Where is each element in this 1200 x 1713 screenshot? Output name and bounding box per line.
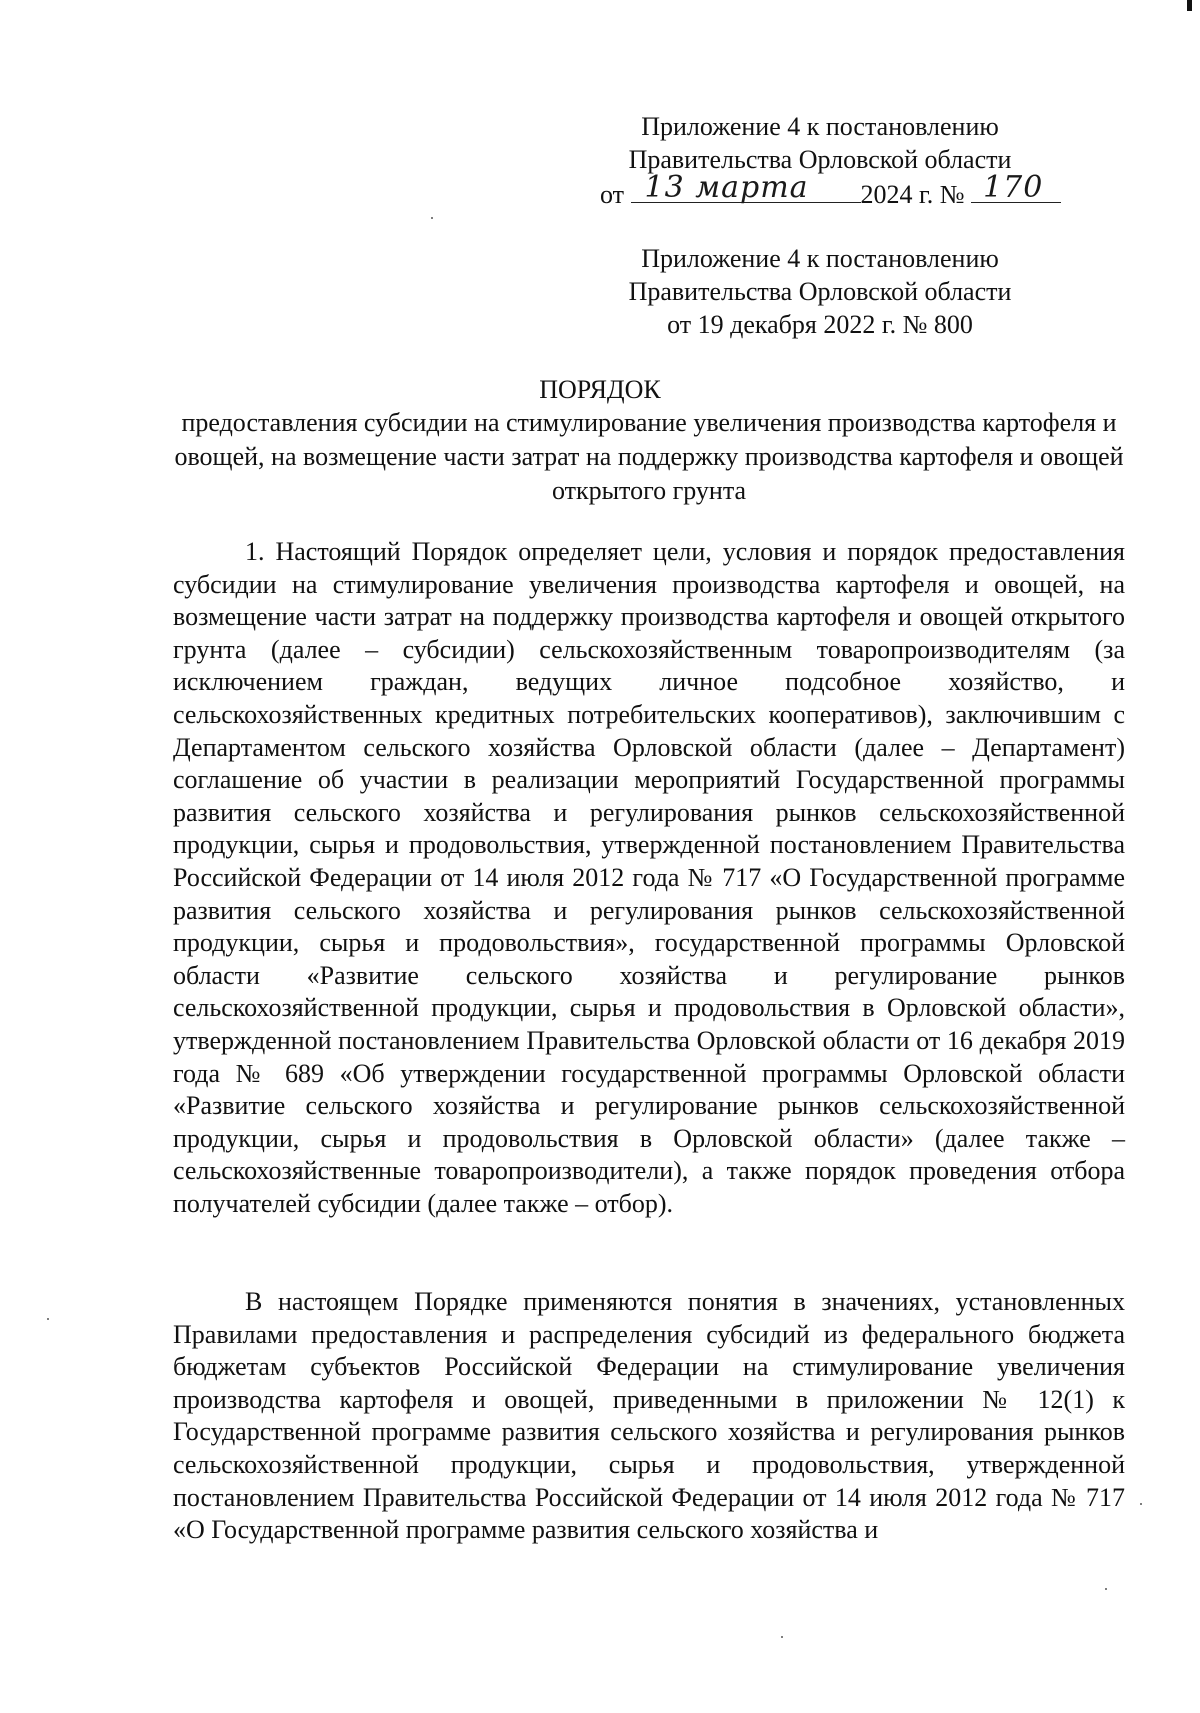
scan-speck	[1105, 1588, 1107, 1590]
scan-corner-mark	[1187, 0, 1192, 11]
paragraph-1: 1. Настоящий Порядок определяет цели, условия и порядок предоставления субсидии на стимулирование увеличения производства картофеля и овощей, на возмещение части затрат на поддержку производства картофеля и овощей открытого грунта (далее – субсидии) сельскохозяйственным товаропроизводителям (за исключением граждан, ведущих личное подсобное хозяйство, и сельскохозяйственных кредитных потребительских кооперативов), заключившим с Департаментом сельского хозяйства Орловской области (далее – Департамент) соглашение об участии в реализации мероприятий Государственной программы развития сельского хозяйства и регулирования рынков сельскохозяйственной продукции, сырья и продовольствия, утвержденной постановлением Правительства Российской Федерации от 14 июля 2012 года № 717 «О Государственной программе развития сельского хозяйства и регулирования рынков сельскохозяйственной продукции, сырья и продовольствия», государственной программы Орловской области «Развитие сельского хозяйства и регулирование рынков сельскохозяйственной продукции, сырья и продовольствия в Орловской области», утвержденной постановлением Правительства Орловской области от 16 декабря 2019 года № 689 «Об утверждении государственной программы Орловской области «Развитие сельского хозяйства и регулирование рынков сельскохозяйственной продукции, сырья и продовольствия в Орловской области» (далее также – сельскохозяйственные товаропроизводители), а также порядок проведения отбора получателей субсидии (далее также – отбор).	[173, 537, 1125, 1218]
appendix-previous-line1: Приложение 4 к постановлению	[641, 244, 999, 273]
appendix-current-date-line	[600, 170, 1044, 211]
appendix-previous-line2: Правительства Орловской области	[628, 277, 1012, 306]
scan-speck	[781, 1636, 783, 1638]
appendix-header-previous	[600, 242, 1040, 341]
scan-speck	[1140, 1503, 1142, 1505]
date-blank	[631, 170, 861, 205]
year-number-label: 2024 г. №	[860, 180, 965, 209]
document-subtitle: предоставления субсидии на стимулирование увеличения производства картофеля и овощей, на возмещение части затрат на поддержку производства картофеля и овощей открытого грунта	[174, 408, 1124, 505]
handwritten-date: 13 марта	[644, 170, 809, 205]
document-title: ПОРЯДОК	[539, 375, 661, 404]
appendix-previous-line3: от 19 декабря 2022 г. № 800	[667, 310, 973, 339]
appendix-current-line1: Приложение 4 к постановлению	[641, 112, 999, 141]
appendix-current-line2: Правительства Орловской области	[628, 145, 1012, 174]
scan-speck	[47, 1318, 49, 1320]
appendix-header-current	[600, 110, 1044, 211]
handwritten-number: 170	[983, 170, 1044, 205]
paragraph-2: В настоящем Порядке применяются понятия в значениях, установленных Правилами предоставления и распределения субсидий из федерального бюджета бюджетам субъектов Российской Федерации на стимулирование увеличения производства картофеля и овощей, приведенными в приложении № 12(1) к Государственной программе развития сельского хозяйства и регулирования рынков сельскохозяйственной продукции, сырья и продовольствия, утвержденной постановлением Правительства Российской Федерации от 14 июля 2012 года № 717 «О Государственной программе развития сельского хозяйства и	[173, 1287, 1125, 1545]
number-blank	[971, 170, 1061, 205]
date-prefix: от	[600, 180, 625, 209]
scan-speck	[431, 217, 433, 219]
